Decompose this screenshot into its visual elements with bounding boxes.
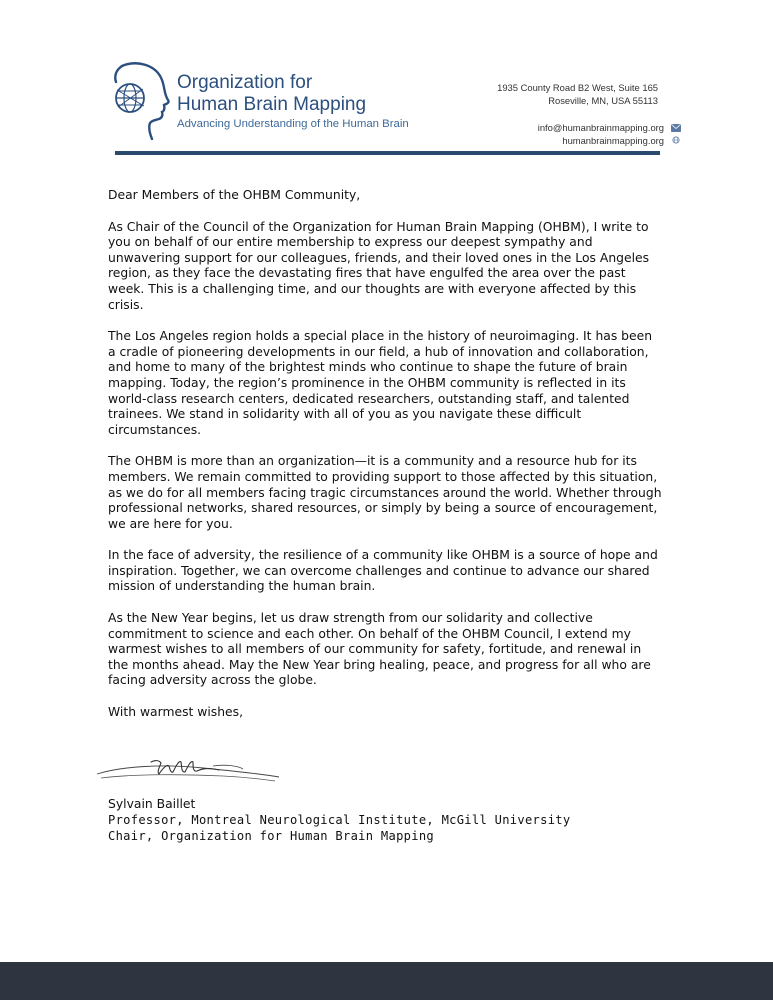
footer-band bbox=[0, 962, 773, 1000]
letterhead-rule bbox=[115, 151, 660, 155]
org-tagline: Advancing Understanding of the Human Brain bbox=[177, 118, 409, 130]
salutation: Dear Members of the OHBM Community, bbox=[108, 188, 361, 202]
paragraph-3: The OHBM is more than an organization—it is a community and a resource hub for its members. We remain committed to providing support to those affected by this situation, as we do for all members facing tragic circumstances around the world. Whether through professional networks, shared resources, or simply by being a source of encouragement, we are here for you. bbox=[108, 454, 662, 531]
address-line-1: 1935 County Road B2 West, Suite 165 bbox=[497, 82, 658, 93]
head-globe-logo bbox=[108, 60, 172, 140]
handwritten-signature bbox=[93, 754, 283, 786]
signatory-title-2: Chair, Organization for Human Brain Mapping bbox=[108, 829, 434, 843]
letter-body bbox=[108, 188, 663, 721]
envelope-icon bbox=[671, 124, 681, 132]
signature-block bbox=[108, 796, 570, 844]
closing: With warmest wishes, bbox=[108, 705, 244, 720]
paragraph-5: As the New Year begins, let us draw strength from our solidarity and collective commitment to science and each other. On behalf of the OHBM Council, I extend my warmest wishes to all members of our community for safety, fortitude, and renewal in the months ahead. May the New Year bring healing, peace, and progress for all who are facing adversity across the globe. bbox=[108, 611, 651, 688]
org-name-line1: Organization for bbox=[177, 72, 313, 93]
globe-icon bbox=[671, 136, 681, 144]
letterhead bbox=[0, 0, 773, 160]
org-name-line2: Human Brain Mapping bbox=[177, 94, 367, 115]
paragraph-2: The Los Angeles region holds a special place in the history of neuroimaging. It has been a cradle of pioneering developments in our field, a hub of innovation and collaboration, and home to many of the brightest minds who continue to shape the future of brain mapping. Today, the region’s prominence in the OHBM community is reflected in its world-class research centers, dedicated researchers, outstanding staff, and talented trainees. We stand in solidarity with all of you as you navigate these difficult circumstances. bbox=[108, 329, 653, 437]
address-line-2: Roseville, MN, USA 55113 bbox=[548, 95, 658, 106]
signatory-title-1: Professor, Montreal Neurological Institute, McGill University bbox=[108, 813, 571, 827]
signatory-name: Sylvain Baillet bbox=[108, 797, 196, 811]
paragraph-1: As Chair of the Council of the Organization for Human Brain Mapping (OHBM), I write to you on behalf of our entire membership to express our deepest sympathy and unwavering support for our colleagues, friends, and their loved ones in the Los Angeles region, as they face the devastating fires that have engulfed the area over the past week. This is a challenging time, and our thoughts are with everyone affected by this crisis. bbox=[108, 219, 650, 312]
website-link[interactable]: humanbrainmapping.org bbox=[562, 135, 664, 146]
email-link[interactable]: info@humanbrainmapping.org bbox=[537, 122, 664, 133]
paragraph-4: In the face of adversity, the resilience of a community like OHBM is a source of hope and inspiration. Together, we can overcome challenges and continue to advance our shared mission of understanding the human brain. bbox=[108, 548, 658, 594]
